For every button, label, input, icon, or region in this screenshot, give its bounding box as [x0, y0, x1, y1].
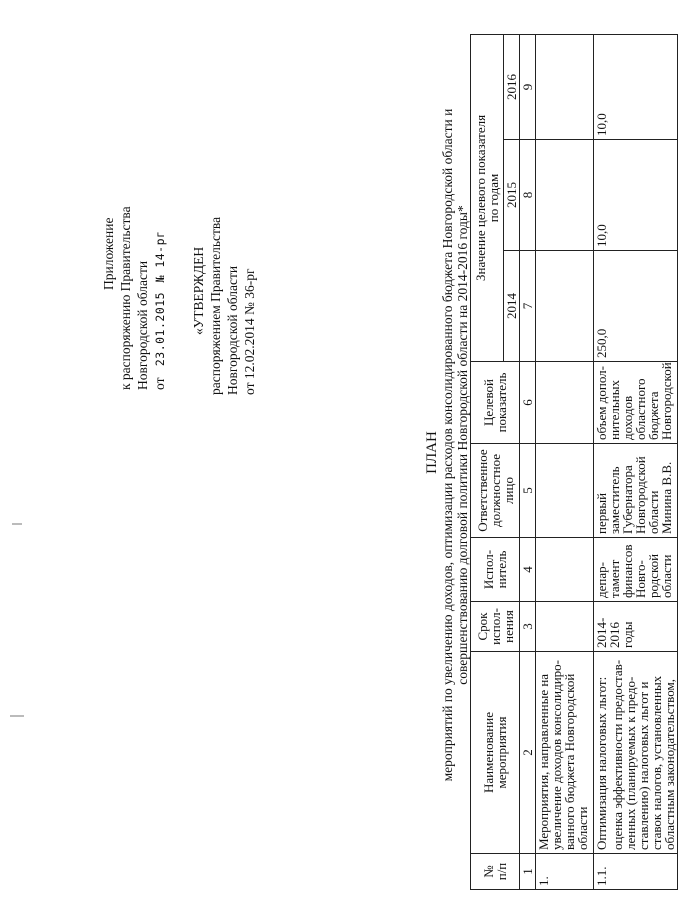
row-name-line: ставок налогов, установленных: [649, 675, 664, 850]
row-num: 1.: [536, 854, 594, 890]
row-value-2014: 250,0: [594, 251, 678, 362]
appendix-number: № 14-рг: [153, 230, 167, 283]
header-indicator: [471, 362, 520, 444]
doc-title: ПЛАН: [424, 431, 440, 474]
index-cell: 9: [520, 34, 536, 139]
row-value-2015: 10,0: [594, 140, 678, 251]
row-responsible: [594, 444, 678, 538]
row-responsible: [536, 444, 594, 538]
header-text: п/п: [494, 862, 509, 881]
row-executor: [594, 538, 678, 602]
header-text: по годам: [486, 173, 501, 223]
row-executor-line: тамент: [607, 559, 622, 598]
row-indicator-line: доходов: [620, 395, 635, 440]
doc-subtitle: [440, 15, 470, 875]
row-num: 1.1.: [594, 854, 678, 890]
header-text: Испол-: [481, 549, 496, 590]
index-cell: 3: [520, 602, 536, 652]
header-responsible: [471, 444, 520, 538]
header-text: испол-: [487, 608, 503, 645]
header-text: Значение целевого показателя: [473, 114, 488, 282]
appendix-block: [100, 206, 169, 390]
row-executor-line: области: [659, 554, 674, 598]
appendix-line: к распоряжению Правительства: [118, 206, 133, 390]
header-year: 2014: [504, 251, 520, 362]
header-year: 2015: [504, 140, 520, 251]
row-indicator: [594, 362, 678, 444]
row-term: [536, 602, 594, 652]
index-cell: 8: [520, 140, 536, 251]
header-text: показатель: [494, 372, 509, 433]
header-text: Целевой: [481, 379, 496, 426]
doc-subtitle-line: совершенствованию долговой политики Новгородской области на 2014-2016 годы*: [455, 205, 470, 685]
row-name: [536, 652, 594, 854]
appendix-date-prefix: от: [152, 377, 167, 390]
header-values-group: [471, 34, 504, 361]
row-responsible-line: области: [646, 490, 661, 534]
index-cell: 5: [520, 444, 536, 538]
appendix-title: Приложение: [101, 217, 116, 290]
header-text: Срок: [474, 612, 490, 641]
row-name-line: ставлению) налоговых льгот и: [636, 681, 651, 850]
row-term-line: 2014-: [594, 617, 609, 648]
row-term: [594, 602, 678, 652]
doc-subtitle-line: мероприятий по увеличению доходов, оптимизации расходов консолидированного бюджета Новгородской области и: [440, 108, 455, 782]
row-indicator-line: Новгородской: [659, 362, 674, 440]
row-responsible-line: Губернатора: [620, 465, 635, 534]
row-value-2016: [536, 34, 594, 139]
row-responsible-line: заместитель: [607, 466, 622, 534]
header-year: 2016: [504, 34, 520, 139]
row-name-line: области: [575, 806, 590, 850]
index-cell: 1: [520, 854, 536, 890]
row-indicator-line: нительных: [607, 380, 622, 440]
approval-title: «УТВЕРЖДЕН: [191, 246, 206, 335]
row-executor-line: депар-: [594, 562, 609, 598]
header-term: [471, 602, 520, 652]
header-text: №: [481, 865, 496, 878]
index-cell: 6: [520, 362, 536, 444]
header-num: [471, 854, 520, 890]
row-value-2015: [536, 140, 594, 251]
row-indicator-line: бюджета: [646, 391, 661, 440]
header-name: [471, 652, 520, 854]
appendix-line: Новгородской области: [135, 260, 150, 390]
row-executor-line: Новго-: [633, 560, 648, 598]
row-executor: [536, 538, 594, 602]
approval-line: от 12.02.2014 № 36-рг: [242, 268, 257, 395]
appendix-date-line: [151, 206, 169, 390]
index-cell: 4: [520, 538, 536, 602]
row-name-line: оценка эффективности предостав-: [610, 659, 625, 850]
approval-line: Новгородской области: [225, 265, 240, 395]
row-indicator-line: объем допол-: [594, 366, 609, 440]
row-name-line: увеличение доходов консолидиро-: [549, 660, 564, 850]
row-responsible-line: Минина В.В.: [659, 461, 674, 534]
row-term-line: 2016: [607, 622, 622, 648]
header-text: мероприятия: [494, 716, 509, 789]
approval-line: распоряжением Правительства: [208, 216, 223, 395]
header-text: лицо: [500, 477, 516, 504]
row-executor-line: родской: [646, 553, 661, 598]
approval-block: [190, 217, 258, 395]
plan-table: [470, 34, 678, 890]
header-text: Наименование: [481, 712, 496, 793]
table-row: [536, 34, 594, 889]
table-row: [594, 34, 678, 889]
row-name-line: ленных (планируемых к предо-: [623, 676, 638, 850]
header-text: должностное: [487, 453, 503, 528]
header-executor: [471, 538, 520, 602]
row-responsible-line: Новгородской: [633, 456, 648, 534]
row-name-line: Мероприятия, направленные на: [536, 673, 551, 850]
row-executor-line: финансов: [620, 544, 635, 598]
row-value-2016: 10,0: [594, 34, 678, 139]
scan-speck: [10, 715, 24, 717]
row-indicator: [536, 362, 594, 444]
index-cell: 2: [520, 652, 536, 854]
row-responsible-line: первый: [594, 492, 609, 534]
index-row: [520, 34, 536, 889]
row-value-2014: [536, 251, 594, 362]
header-text: нитель: [494, 550, 509, 589]
row-name-line: ванного бюджета Новгородской: [562, 673, 577, 850]
appendix-date: 23.01.2015: [153, 291, 167, 367]
scan-speck: [12, 523, 22, 525]
row-indicator-line: областного: [633, 378, 648, 440]
row-name-line: областным законодательством,: [662, 679, 677, 850]
header-text: Ответственное: [474, 449, 490, 532]
row-name-line: Оптимизация налоговых льгот:: [594, 676, 609, 850]
row-name: [594, 652, 678, 854]
row-term-line: годы: [620, 621, 635, 648]
header-text: нения: [500, 610, 516, 643]
header-row: [471, 34, 504, 889]
index-cell: 7: [520, 251, 536, 362]
